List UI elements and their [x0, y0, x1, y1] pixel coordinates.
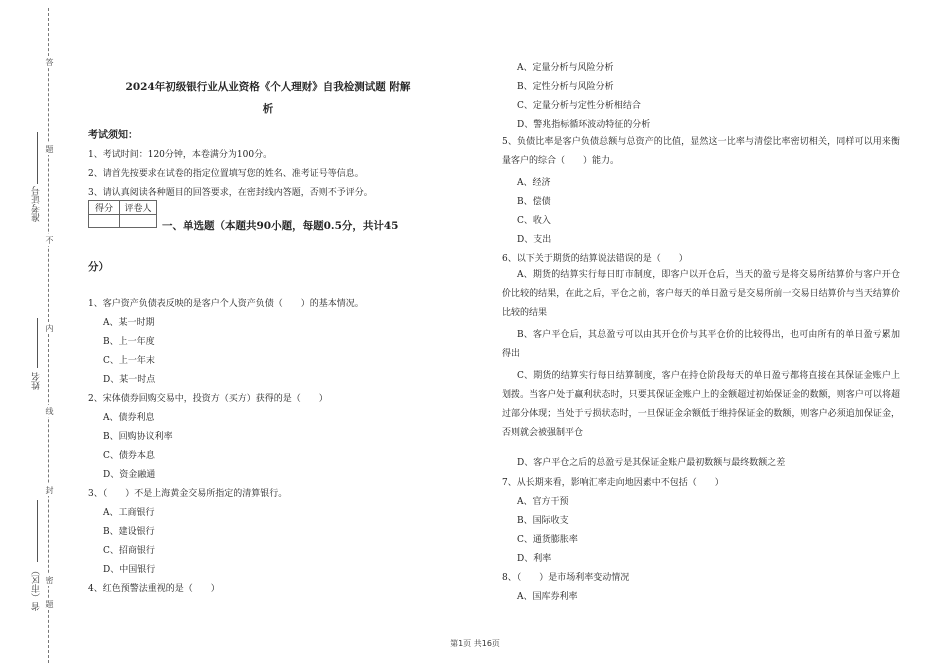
option: D、警兆指标循环波动特征的分析 [517, 120, 651, 130]
option: D、中国银行 [103, 565, 156, 575]
option: D、资金融通 [103, 470, 156, 480]
option: B、建设银行 [103, 527, 155, 537]
cut-char-3: 不 [45, 236, 54, 244]
question-8: 8、（ ）是市场利率变动情况 [502, 573, 630, 583]
province-label: 省（市区） [32, 566, 42, 611]
option: D、某一时点 [103, 375, 156, 385]
q6-option-d: D、客户平仓之后的总盈亏是其保证金账户最初数额与最终数额之差 [517, 458, 786, 468]
cut-char-2: 题 [45, 145, 54, 153]
option: B、偿债 [517, 197, 551, 207]
name-label: 姓名 [32, 372, 42, 390]
option: A、官方干预 [517, 497, 569, 507]
grader-cell [120, 215, 157, 228]
option: A、国库券利率 [517, 592, 578, 602]
option: A、某一时期 [103, 318, 155, 328]
question-1: 1、客户资产负债表反映的是客户个人资产负债（ ）的基本情况。 [88, 299, 364, 309]
option: A、定量分析与风险分析 [517, 63, 614, 73]
cut-char-8: 题 [45, 600, 54, 608]
cut-char-5: 线 [45, 407, 54, 415]
page-footer: 第1页 共16页 [450, 639, 500, 648]
cut-char-4: 内 [45, 324, 54, 332]
option: C、定量分析与定性分析相结合 [517, 101, 641, 111]
name-fill-line [37, 318, 38, 368]
question-4: 4、红色预警法重视的是（ ） [88, 584, 220, 594]
question-6: 6、以下关于期货的结算说法错误的是（ ） [502, 254, 688, 264]
option: C、上一年末 [103, 356, 155, 366]
option: C、债券本息 [103, 451, 155, 461]
option: B、回购协议利率 [103, 432, 173, 442]
question-7: 7、从长期来看，影响汇率走向地因素中不包括（ ） [502, 478, 724, 488]
cut-char-1: 答 [45, 58, 54, 66]
binding-strip [0, 0, 70, 671]
score-table [88, 200, 157, 228]
option: B、上一年度 [103, 337, 155, 347]
exam-title [88, 76, 448, 120]
question-5: 5、负债比率是客户负债总额与总资产的比值，显然这一比率与清偿比率密切相关，同样可以用来衡量客户的综合（ ）能力。 [502, 137, 900, 166]
option: C、通货膨胀率 [517, 535, 578, 545]
notice-item: 1、考试时间：120分钟，本卷满分为100分。 [88, 150, 273, 160]
option: D、利率 [517, 554, 552, 564]
cut-char-6: 封 [45, 486, 54, 494]
option: B、定性分析与风险分析 [517, 82, 614, 92]
notice-item: 2、请首先按要求在试卷的指定位置填写您的姓名、准考证号等信息。 [88, 169, 364, 179]
option: A、工商银行 [103, 508, 155, 518]
cut-char-7: 密 [45, 576, 54, 584]
option: C、招商银行 [103, 546, 155, 556]
exam-number-label: 准考证号 [32, 186, 42, 222]
q6-option-c: C、期货的结算实行每日结算制度，客户在持仓阶段每天的单日盈亏都将直接在其保证金账户上划拨。当客户处于赢利状态时，只要其保证金账户上的金额超过初始保证金的数额，则客户可以将超过部分体现；当处于亏损状态时，一旦保证金余额低于维持保证金的数额，则客户必须追加保证金，否则就会被强制平仓 [502, 371, 900, 438]
province-fill-line [37, 500, 38, 562]
option: D、支出 [517, 235, 552, 245]
seal-dashed-line [48, 8, 49, 663]
option: A、债券利息 [103, 413, 155, 423]
option: B、国际收支 [517, 516, 569, 526]
section-heading-cont: 分） [88, 261, 109, 273]
notice-item: 3、请认真阅读各种题目的回答要求，在密封线内答题，否则不予评分。 [88, 188, 373, 198]
score-cell [89, 215, 120, 228]
option: A、经济 [517, 178, 551, 188]
question-2: 2、宋体债券回购交易中，投资方（买方）获得的是（ ） [88, 394, 328, 404]
option: C、收入 [517, 216, 551, 226]
question-3: 3、（ ）不是上海黄金交易所指定的清算银行。 [88, 489, 288, 499]
score-header: 得分 [89, 201, 120, 215]
title-line-1: 2024年初级银行业从业资格《个人理财》自我检测试题 附解 [125, 81, 411, 93]
section-heading: 一、单选题（本题共90小题，每题0.5分，共计45 [162, 220, 399, 232]
exam-number-fill-line [37, 132, 38, 184]
q6-option-a: A、期货的结算实行每日盯市制度，即客户以开仓后，当天的盈亏是将交易所结算价与客户开仓价比较的结果，在此之后，平仓之前，客户每天的单日盈亏是交易所前一交易日结算价与当天结算价比较的结果 [502, 270, 900, 318]
grader-header: 评卷人 [120, 201, 157, 215]
q6-option-b: B、客户平仓后，其总盈亏可以由其开仓价与其平仓价的比较得出，也可由所有的单日盈亏累加得出 [502, 330, 900, 359]
title-line-2: 析 [262, 103, 274, 115]
notice-heading: 考试须知： [88, 130, 138, 141]
